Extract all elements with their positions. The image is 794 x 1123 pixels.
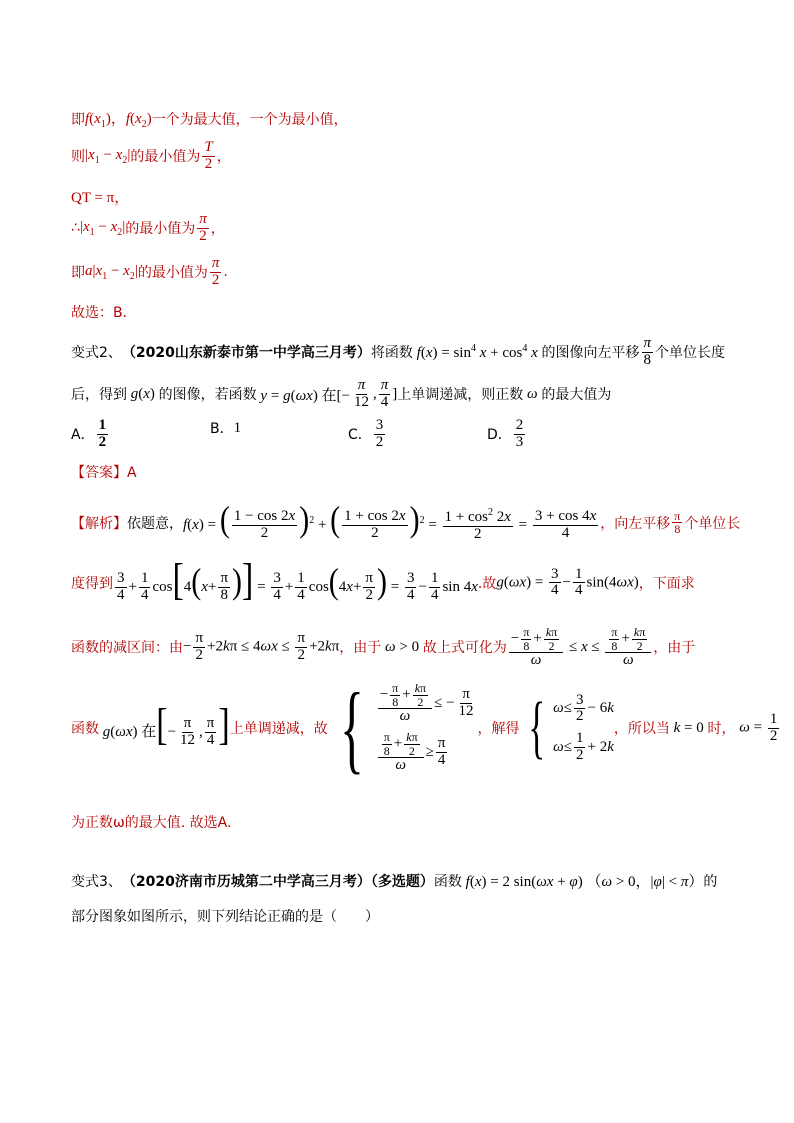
text: 将函数 bbox=[370, 345, 413, 362]
inequality-system-2: ω ≤ $\frac{3}{2}$ − 6 k ω ≤ $\frac{1}{2}$ + 2 k bbox=[553, 691, 614, 763]
line-2: 则 $|x_1 - x_2|$ 的最小值为 $\frac{T}{2}$ ， bbox=[71, 139, 231, 172]
text: 部分图象如图所示，则下列结论正确的是（ ） bbox=[71, 909, 379, 925]
source: （2020济南市历城第二中学高三月考）（多选题） bbox=[121, 873, 434, 890]
formula: f(x) = 2 sin(ωx + φ) （ω > 0，|φ| < π） bbox=[465, 874, 704, 890]
formula: g(x) bbox=[130, 385, 159, 402]
fraction: $\frac{1}{2}$ bbox=[98, 417, 107, 450]
fraction: $\frac{\pi}{8}$ bbox=[643, 335, 652, 368]
answer-line bbox=[71, 462, 137, 482]
fraction: $\frac{T}{2}$ bbox=[204, 139, 213, 172]
text: 一个为最大值，一个为最小值， bbox=[151, 111, 348, 128]
text: 故选：B． bbox=[71, 305, 137, 321]
option-value: 1 bbox=[233, 419, 242, 436]
analysis-line-4: 函数 g(ωx) 在[− $\frac{\pi}{12}$ , $\frac{\pi}{4}$ ] 上单调递减，故 { − $\frac{\pi}{8}$ + $\frac{k\pi}{2}$ ω ≤ − $\frac{\pi}{12}$ $\frac{\pi}{8}$ + $\frac{k\pi}{2}$ ω ≥ $\frac{\pi}{4}$ ，解得 { ω ≤ $\frac{3}{2}$ − 6 k ω ≤ $\frac{1}{2}$ + 2 k ，所以当 k = 0 时， ω = $\frac{1}{2}$ bbox=[71, 672, 778, 783]
formula: $\frac{3}{4}$ + $\frac{1}{4}$ cos[4(x+ $\frac{\pi}{8}$ )] = $\frac{3}{4}$ + $\frac{1}{4}$ cos(4x+ $\frac{\pi}{2}$ ) = $\frac{3}{4}$ − $\frac{1}{4}$ sin 4x bbox=[117, 556, 478, 605]
answer-label: 【答案】A bbox=[71, 465, 137, 481]
line-5: 即 $a|x_1 - x_2|$ 的最小值为 $\frac{\pi}{2}$ . bbox=[71, 255, 228, 288]
formula: $f(x_1)$，$f(x_2)$ bbox=[85, 111, 152, 130]
variant3-line-1 bbox=[71, 870, 717, 891]
line-6 bbox=[71, 302, 137, 322]
variant2-line-2: 后，得到 g(x) 的图像，若函数 y = g(ωx) 在[− $\frac{\pi}{12}$ , $\frac{\pi}{4}$ ] 上单调递减，则正数 ω 的最大值为 bbox=[71, 377, 612, 410]
formula: f(x) = ( $\frac{1 - \cos 2x}{2}$ )$^2$ + ( $\frac{1 + \cos 2x}{2}$ )$^2$ = $\frac{1 + \cos^2 2x}{2}$ = $\frac{3 + \cos 4x}{4}$ bbox=[183, 499, 597, 543]
formula: $f(x) = \sin^4 x + \cos^4 x$ bbox=[416, 342, 538, 361]
fraction: $\frac{\pi}{12}$ bbox=[354, 377, 370, 410]
text: 的最小值为 bbox=[130, 149, 201, 166]
fraction: $\frac{\pi}{2}$ bbox=[211, 255, 220, 288]
variant2-line-1 bbox=[71, 336, 725, 369]
text: 个单位长 bbox=[684, 515, 741, 532]
option-letter: A． bbox=[71, 427, 95, 444]
text: 后，得到 bbox=[71, 387, 127, 404]
formula: g(ωx) = $\frac{3}{4}$ − $\frac{1}{4}$ sin(4ωx) bbox=[496, 565, 639, 599]
formula: $|x_1 - x_2|$ bbox=[85, 146, 131, 166]
text: 的最小值为 bbox=[125, 221, 196, 238]
variant3-line-2 bbox=[71, 906, 379, 926]
text: 上单调递减，则正数 bbox=[397, 387, 524, 404]
text: 的 bbox=[703, 873, 718, 890]
fraction: $\frac{\pi}{2}$ bbox=[199, 211, 207, 244]
text: ，所以当 bbox=[613, 721, 670, 737]
text: ，由于 bbox=[653, 640, 696, 657]
text: 变式2、 bbox=[71, 345, 122, 362]
fraction: $\frac{\pi}{4}$ bbox=[380, 377, 389, 410]
formula: g(ωx) 在[− $\frac{\pi}{12}$ , $\frac{\pi}{4}$ ] bbox=[102, 701, 230, 750]
text: .故 bbox=[477, 575, 497, 592]
text: 的图像，若函数 bbox=[158, 387, 257, 404]
analysis-line-3: 函数的减区间：由 − $\frac{\pi}{2}$ +2kπ ≤ 4ωx ≤ $\frac{\pi}{2}$ +2kπ ，由于 ω > 0 故上式可化为 − $\frac{\pi}{8}$ + $\frac{k\pi}{2}$ ω ≤ x ≤ $\frac{\pi}{8}$ + $\frac{k\pi}{2}$ ω ，由于 bbox=[71, 625, 696, 669]
option-d[interactable] bbox=[487, 418, 527, 451]
text: 的最小值为 bbox=[137, 265, 208, 282]
line-4: ∴ $|x_1 - x_2|$ 的最小值为 $\frac{\pi}{2}$ ， bbox=[71, 211, 225, 244]
text: 即 bbox=[71, 111, 85, 128]
line-3 bbox=[71, 186, 129, 207]
option-letter: B． bbox=[210, 421, 234, 437]
text: ，向左平移 bbox=[600, 515, 671, 532]
text: ，由于 bbox=[339, 640, 382, 657]
formula: y = g(ωx) 在[− bbox=[260, 387, 351, 404]
text: 为正数ω的最大值. 故选A. bbox=[71, 815, 232, 831]
text: QT = π， bbox=[71, 190, 130, 206]
option-c[interactable] bbox=[348, 418, 387, 451]
text: 函数 bbox=[71, 721, 99, 737]
formula: $|x_1 - x_2|$ bbox=[79, 218, 126, 238]
text: 即 bbox=[71, 265, 85, 282]
text: 上单调递减，故 bbox=[229, 721, 328, 737]
analysis-line-1 bbox=[71, 499, 741, 543]
fraction: $\frac{3}{2}$ bbox=[375, 417, 384, 450]
text: 变式3、 bbox=[71, 873, 122, 890]
option-b[interactable] bbox=[210, 418, 241, 438]
text: 故上式可化为 bbox=[422, 640, 507, 657]
formula: − $\frac{\pi}{8}$ + $\frac{k\pi}{2}$ ω ≤ x ≤ $\frac{\pi}{8}$ + $\frac{k\pi}{2}$ ω bbox=[507, 626, 653, 669]
formula: $a|x_1 - x_2|$ bbox=[85, 262, 138, 282]
text: 的最大值为 bbox=[541, 387, 612, 404]
option-letter: D． bbox=[487, 427, 512, 444]
text: 个单位长度 bbox=[655, 345, 726, 362]
fraction: $\frac{2}{3}$ bbox=[515, 417, 524, 450]
text: 函数的减区间：由 bbox=[71, 640, 183, 657]
analysis-line-5 bbox=[71, 812, 231, 832]
text: ，下面求 bbox=[638, 575, 695, 592]
option-letter: C． bbox=[348, 427, 372, 444]
option-a[interactable] bbox=[71, 418, 110, 451]
text: ∴ bbox=[71, 220, 80, 237]
fraction: $\frac{\pi}{8}$ bbox=[674, 508, 681, 537]
text: 时， bbox=[707, 721, 736, 737]
text: 度得到 bbox=[71, 575, 113, 592]
analysis-label: 【解析】 bbox=[71, 515, 127, 532]
text: 则 bbox=[71, 149, 85, 166]
text: ，解得 bbox=[477, 721, 520, 737]
line-1 bbox=[71, 107, 348, 130]
text: 依题意， bbox=[127, 515, 183, 532]
source: （2020山东新泰市第一中学高三月考） bbox=[121, 345, 371, 362]
inequality-system-1: − $\frac{\pi}{8}$ + $\frac{k\pi}{2}$ ω ≤ − $\frac{\pi}{12}$ $\frac{\pi}{8}$ + $\frac{k\pi}{2}$ ω ≥ $\frac{\pi}{4}$ bbox=[379, 681, 474, 774]
text: 函数 bbox=[433, 873, 462, 890]
formula: − $\frac{\pi}{2}$ +2kπ ≤ 4ωx ≤ $\frac{\pi}{2}$ +2kπ bbox=[183, 630, 340, 663]
analysis-line-2 bbox=[71, 556, 695, 605]
text: 的图像向左平移 bbox=[541, 345, 640, 362]
